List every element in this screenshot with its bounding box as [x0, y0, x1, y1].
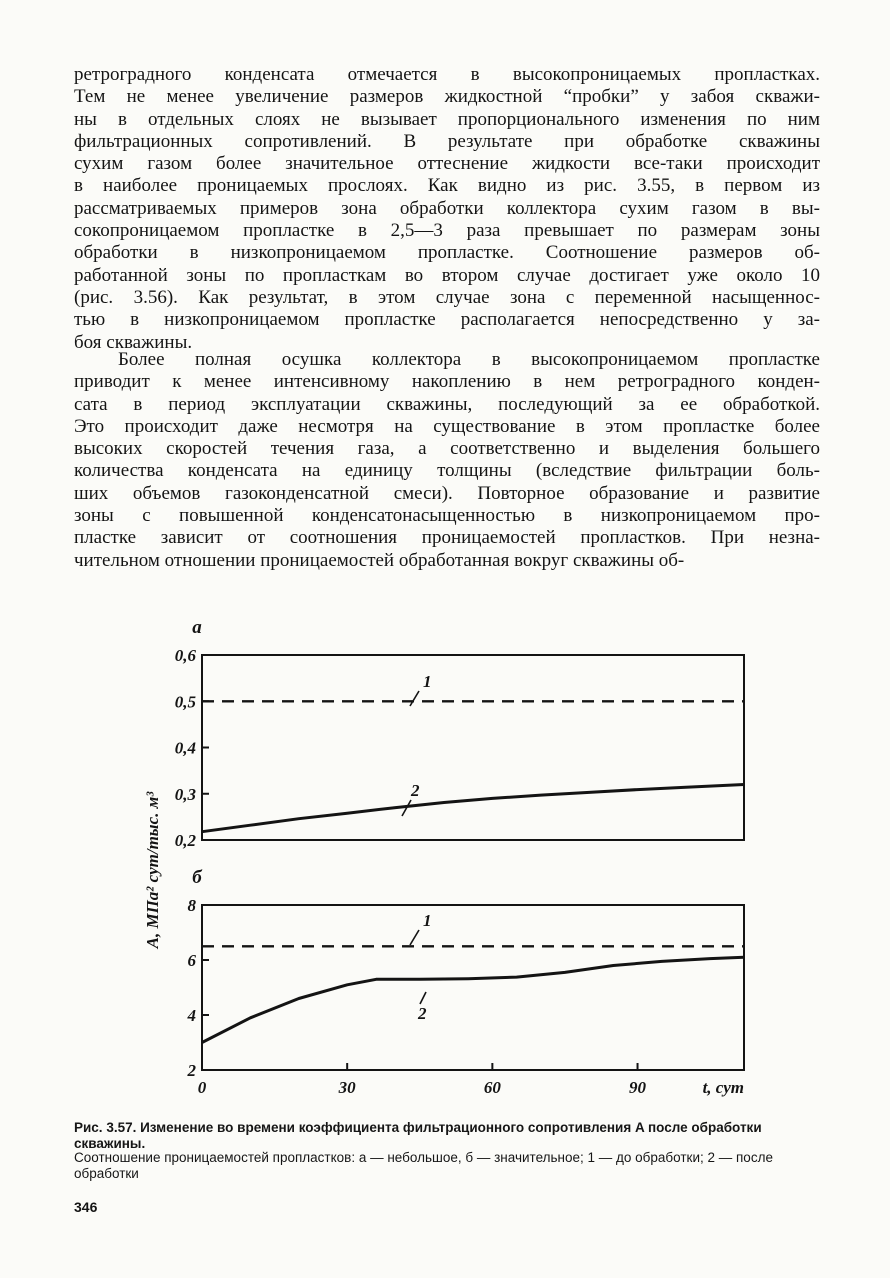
y-tick-label: 4	[187, 1006, 196, 1025]
y-tick-label: 0,6	[174, 646, 196, 665]
x-tick-label: 0	[197, 1078, 207, 1097]
paragraph-1	[74, 64, 820, 354]
text-line: ны в отдельных слоях не вызывает пропорционального изменения по ним	[74, 108, 820, 130]
caption-title: Рис. 3.57. Изменение во времени коэффициента фильтрационного сопротивления A после обработки скважины.	[74, 1120, 762, 1151]
text-line: приводит к менее интенсивному накоплению в нем ретроградного конден-	[74, 371, 820, 393]
y-tick-label: 8	[187, 896, 196, 915]
text-line: Это происходит даже несмотря на существование в этом пропластке более	[74, 415, 820, 437]
text-line: в наиболее проницаемых прослоях. Как видно из рис. 3.55, в первом из	[74, 175, 820, 197]
text-line: работанной зоны по пропласткам во втором случае достигает уже около 10	[74, 264, 820, 286]
text-line: обработки в низкопроницаемом пропластке. Соотношение размеров об-	[74, 242, 820, 264]
figure-3-57	[0, 600, 890, 1097]
series-2-line	[202, 957, 744, 1042]
leader-line	[410, 691, 419, 706]
x-tick-label: 30	[338, 1078, 356, 1097]
y-tick-label: 0,3	[174, 784, 196, 804]
text-line: сокопроницаемом пропластке в 2,5—3 раза превышает по размерам зоны	[74, 220, 820, 242]
y-axis-label: A, МПа² сут/тыс. м³	[143, 791, 162, 949]
text-line: сата в период эксплуатации скважины, последующий за ее обработкой.	[74, 393, 820, 415]
text-line: сухим газом более значительное оттеснение жидкости все-таки происходит	[74, 153, 820, 175]
page-number: 346	[74, 1199, 98, 1215]
plot-frame	[202, 905, 744, 1070]
text-line: ретроградного конденсата отмечается в высокопроницаемых пропластках.	[74, 64, 820, 85]
text-line: тью в низкопроницаемом пропластке располагается непосредственно у за-	[74, 309, 820, 331]
text-line: фильтрационных сопротивлений. В результате при обработке скважины	[74, 130, 820, 152]
y-tick-label: 2	[187, 1061, 196, 1080]
text-line: Более полная осушка коллектора в высокопроницаемом пропластке	[118, 349, 820, 370]
text-line: чительном отношении проницаемостей обработанная вокруг скважины об-	[74, 549, 685, 571]
text-line: количества конденсата на единицу толщины (вследствие фильтрации боль-	[74, 460, 820, 482]
y-tick-label: 0,4	[174, 738, 196, 758]
x-tick-label: 60	[483, 1078, 501, 1097]
text-line: пластке зависит от соотношения проницаемостей пропластков. При незна-	[74, 527, 820, 549]
panel-label: б	[192, 867, 202, 888]
curve-label-1: 1	[423, 672, 432, 691]
leader-line	[410, 930, 419, 945]
series-2-line	[202, 785, 744, 832]
text-line: Тем не менее увеличение размеров жидкостной “пробки” у забоя скважи-	[74, 86, 820, 108]
figure-svg	[0, 600, 890, 1097]
curve-label-2: 2	[418, 1004, 427, 1023]
y-tick-label: 6	[187, 951, 196, 970]
text-line: зоны с повышенной конденсатонасыщенностью в низкопроницаемом про-	[74, 505, 820, 527]
curve-label-2: 2	[411, 781, 420, 800]
caption-body: Соотношение проницаемостей пропластков: а — небольшое, б — значительное; 1 — до обработки; 2 — после обработки	[74, 1150, 773, 1181]
x-axis-label: t, сут	[702, 1078, 744, 1097]
leader-line	[420, 992, 426, 1004]
curve-label-1: 1	[423, 911, 432, 930]
y-tick-label: 0,2	[174, 831, 196, 850]
paragraph-2	[74, 349, 820, 572]
panel-label: а	[192, 617, 202, 638]
text-line: рассматриваемых примеров зона обработки коллектора сухим газом в вы-	[74, 197, 820, 219]
y-tick-label: 0,5	[174, 692, 196, 712]
text-line: боя скважины.	[74, 331, 193, 353]
x-tick-label: 90	[629, 1078, 647, 1097]
text-line: ших объемов газоконденсатной смеси). Повторное образование и развитие	[74, 482, 820, 504]
plot-frame	[202, 655, 744, 840]
text-line: (рис. 3.56). Как результат, в этом случае зона с переменной насыщеннос-	[74, 286, 820, 308]
text-line: высоких скоростей течения газа, а соответственно и выделения большего	[74, 438, 820, 460]
